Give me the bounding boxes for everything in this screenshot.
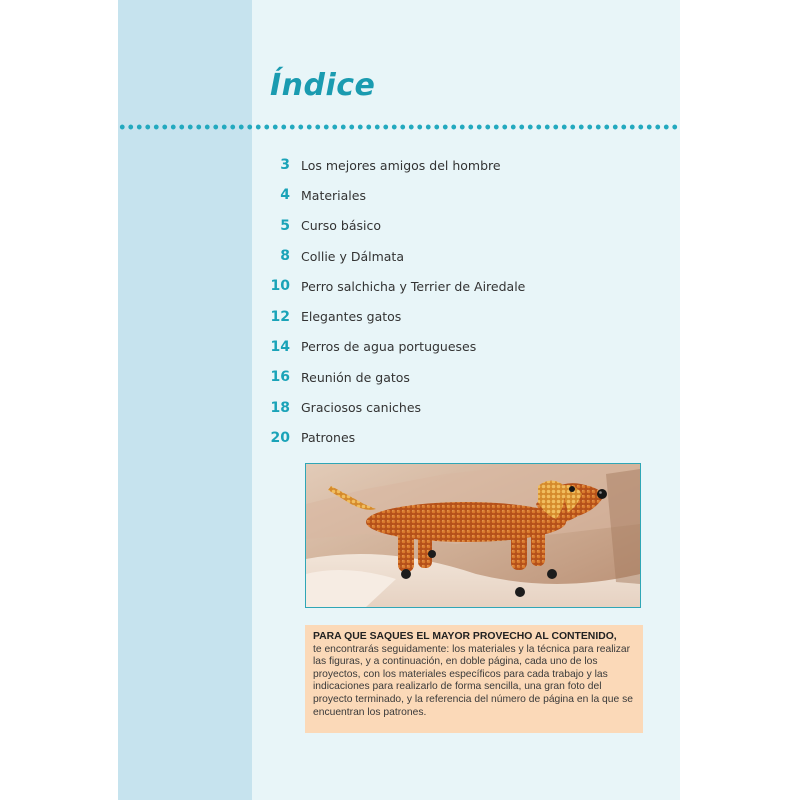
sidebar-band xyxy=(118,0,252,800)
beaded-dog-photo xyxy=(305,463,641,608)
toc-page-number: 16 xyxy=(270,369,290,386)
toc-page-number: 12 xyxy=(270,308,290,325)
toc-label: Graciosos caniches xyxy=(301,400,422,416)
toc-entry[interactable] xyxy=(260,332,660,362)
toc-entry[interactable] xyxy=(260,180,660,210)
table-of-contents xyxy=(260,150,660,453)
toc-label: Los mejores amigos del hombre xyxy=(301,157,501,173)
toc-label: Curso básico xyxy=(301,218,382,234)
toc-page-number: 4 xyxy=(280,187,290,204)
toc-page-number: 10 xyxy=(270,278,290,295)
toc-entry[interactable] xyxy=(260,271,660,301)
toc-label: Elegantes gatos xyxy=(301,309,402,325)
toc-entry[interactable] xyxy=(260,301,660,331)
info-body: te encontrarás seguidamente: los materiales y la técnica para realizar las figuras, y a continuación, en doble página, cada uno de los proyectos, con los materiales específicos para cada trabajo y las indicaciones para realizarlo de forma sencilla, una gran foto del proyecto terminado, y la referencia del número de página en la que se encuentran los patrones. xyxy=(313,643,633,718)
toc-label: Reunión de gatos xyxy=(301,369,410,385)
toc-entry[interactable] xyxy=(260,150,660,180)
info-heading: PARA QUE SAQUES EL MAYOR PROVECHO AL CONTENIDO, xyxy=(313,631,617,642)
page-title: Índice xyxy=(270,68,376,103)
toc-page-number: 5 xyxy=(280,217,290,234)
toc-entry[interactable] xyxy=(260,392,660,422)
toc-entry[interactable] xyxy=(260,241,660,271)
info-box xyxy=(305,625,643,733)
toc-label: Perro salchicha y Terrier de Airedale xyxy=(301,278,526,294)
toc-page-number: 18 xyxy=(270,399,290,416)
toc-page-number: 20 xyxy=(270,429,290,446)
toc-page-number: 8 xyxy=(280,248,290,265)
toc-label: Materiales xyxy=(301,187,366,203)
toc-label: Collie y Dálmata xyxy=(301,248,404,264)
toc-entry[interactable] xyxy=(260,211,660,241)
toc-page-number: 3 xyxy=(280,157,290,174)
toc-page-number: 14 xyxy=(270,338,290,355)
toc-label: Patrones xyxy=(301,430,356,446)
toc-entry[interactable] xyxy=(260,362,660,392)
dotted-divider xyxy=(118,124,680,130)
toc-entry[interactable] xyxy=(260,423,660,453)
toc-label: Perros de agua portugueses xyxy=(301,339,477,355)
